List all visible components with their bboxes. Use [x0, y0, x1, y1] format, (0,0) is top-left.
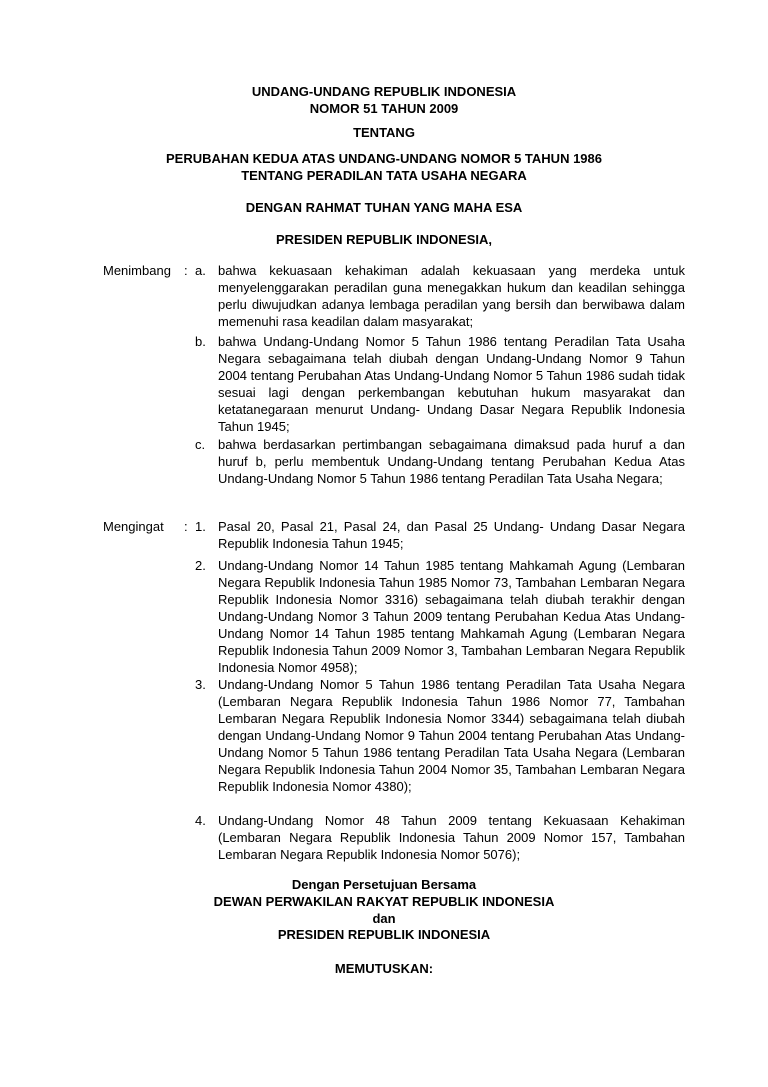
mengingat-item-4: Undang-Undang Nomor 48 Tahun 2009 tentang Kekuasaan Kehakiman (Lembaran Negara Republik Indonesia Tahun 2009 Nomor 157, Tambahan Lembaran Negara Republik Indonesia Nomor 5076); [218, 813, 685, 862]
mengingat-label: Mengingat [103, 519, 164, 534]
number-line: NOMOR 51 TAHUN 2009 [309, 101, 459, 116]
mengingat-marker-4: 4. [195, 813, 206, 828]
approval-line: Dengan Persetujuan Bersama [291, 877, 477, 892]
subject-line-1: PERUBAHAN KEDUA ATAS UNDANG-UNDANG NOMOR 5 TAHUN 1986 [165, 151, 602, 166]
menimbang-item-a: bahwa kekuasaan kehakiman adalah kekuasaan yang merdeka untuk menyelenggarakan peradilan guna menegakkan hukum dan keadilan sehingga perlu diwujudkan adanya lembaga peradilan yang bersih dan berwibawa dalam memenuhi rasa keadilan dalam masyarakat; [218, 263, 685, 329]
president-footer-line: PRESIDEN REPUBLIK INDONESIA [277, 927, 491, 942]
menimbang-colon: : [184, 263, 188, 278]
menimbang-marker-c: c. [195, 437, 206, 452]
dan-line: dan [372, 911, 396, 926]
president-line: PRESIDEN REPUBLIK INDONESIA, [276, 232, 492, 247]
mengingat-marker-2: 2. [195, 558, 206, 573]
menimbang-label: Menimbang [103, 263, 171, 278]
subject-line-2: TENTANG PERADILAN TATA USAHA NEGARA [241, 168, 527, 183]
mengingat-item-2: Undang-Undang Nomor 14 Tahun 1985 tentang Mahkamah Agung (Lembaran Negara Republik Indonesia Tahun 1985 Nomor 73, Tambahan Lembaran Negara Republik Indonesia Nomor 3316) sebagaimana telah diubah terakhir dengan Undang-Undang Nomor 3 Tahun 2009 tentang Perubahan Kedua Atas Undang-Undang Nomor 14 Tahun 1985 tentang Mahkamah Agung (Lembaran Negara Republik Indonesia Tahun 2009 Nomor 3, Tambahan Lembaran Negara Republik Indonesia Nomor 4958); [218, 558, 685, 675]
mengingat-item-3: Undang-Undang Nomor 5 Tahun 1986 tentang Peradilan Tata Usaha Negara (Lembaran Negara Republik Indonesia Tahun 1986 Nomor 77, Tambahan Lembaran Negara Republik Indonesia Nomor 3344) sebagaimana telah diubah dengan Undang-Undang Nomor 9 Tahun 2004 tentang Perubahan Atas Undang-Undang Nomor 5 Tahun 1986 tentang Peradilan Tata Usaha Negara (Lembaran Negara Republik Indonesia Tahun 2004 Nomor 35, Tambahan Lembaran Negara Republik Indonesia Nomor 4380); [218, 677, 685, 794]
dpr-line: DEWAN PERWAKILAN RAKYAT REPUBLIK INDONESIA [213, 894, 555, 909]
menimbang-marker-a: a. [195, 263, 206, 278]
menimbang-item-b: bahwa Undang-Undang Nomor 5 Tahun 1986 tentang Peradilan Tata Usaha Negara sebagaimana telah diubah dengan Undang-Undang Nomor 9 Tahun 2004 tentang Perubahan Atas Undang-Undang Nomor 5 Tahun 1986 sudah tidak sesuai lagi dengan perkembangan kebutuhan hukum masyarakat dan ketatanegaraan menurut Undang- Undang Dasar Negara Republik Indonesia Tahun 1945; [218, 334, 685, 434]
mengingat-item-1: Pasal 20, Pasal 21, Pasal 24, dan Pasal 25 Undang- Undang Dasar Negara Republik Indonesia Tahun 1945; [218, 519, 685, 551]
title-line: UNDANG-UNDANG REPUBLIK INDONESIA [251, 84, 517, 99]
decision-heading: MEMUTUSKAN: [334, 961, 434, 976]
menimbang-item-c: bahwa berdasarkan pertimbangan sebagaimana dimaksud pada huruf a dan huruf b, perlu membentuk Undang-Undang tentang Perubahan Kedua Atas Undang-Undang Nomor 5 Tahun 1986 tentang Peradilan Tata Usaha Negara; [218, 437, 685, 486]
tentang-line: TENTANG [353, 125, 415, 140]
menimbang-marker-b: b. [195, 334, 206, 349]
mengingat-colon: : [184, 519, 188, 534]
mengingat-marker-1: 1. [195, 519, 206, 534]
mengingat-marker-3: 3. [195, 677, 206, 692]
invocation-line: DENGAN RAHMAT TUHAN YANG MAHA ESA [245, 200, 523, 215]
